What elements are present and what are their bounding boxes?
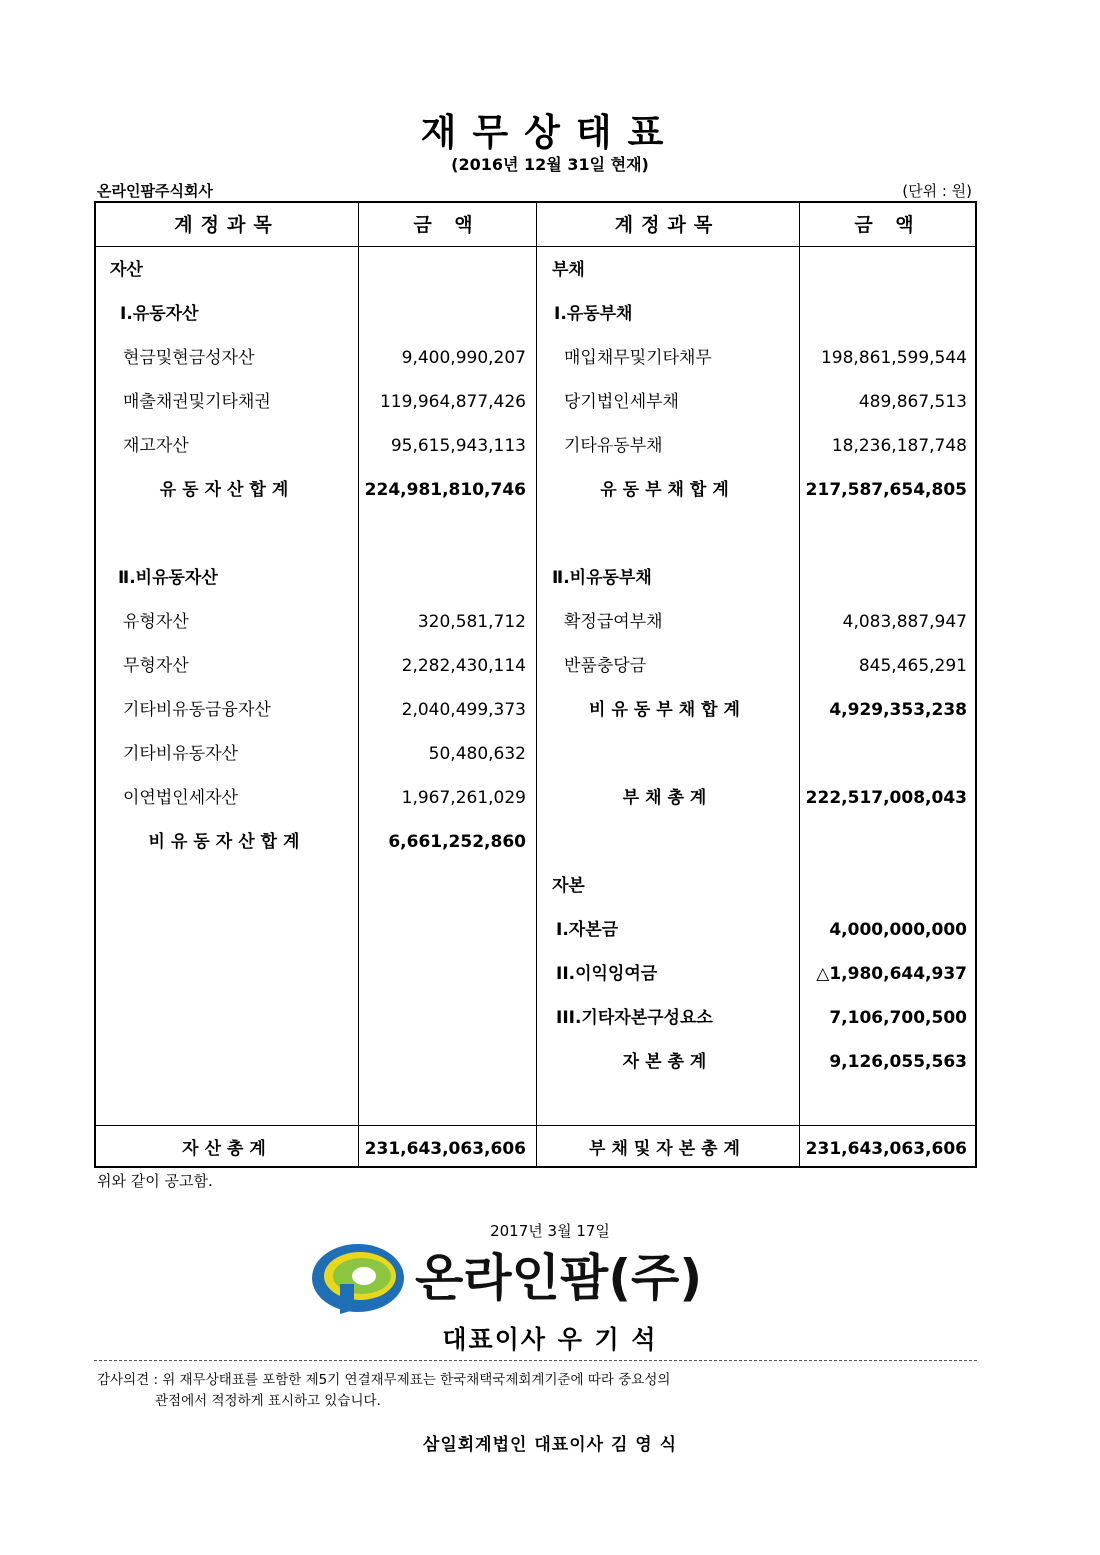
audit-opinion-line2: 관점에서 적정하게 표시하고 있습니다. [155,1393,381,1409]
asset-value: 119,964,877,426 [379,392,526,412]
liability-value: 845,465,291 [858,656,967,676]
company-logo [310,1240,770,1320]
equity-label: III.기타자본구성요소 [556,1008,713,1028]
notice-text: 위와 같이 공고함. [97,1172,213,1190]
equity-label: II.이익잉여금 [556,964,658,984]
asset-label: 이연법인세자산 [123,788,238,808]
assets-heading: 자산 [110,260,143,280]
publish-date: 2017년 3월 17일 [490,1222,610,1240]
current-liabilities-total-value: 217,587,654,805 [805,480,967,500]
total-assets-label: 자산총계 [182,1139,272,1159]
company-name: 온라인팜주식회사 [97,182,213,200]
column-divider [536,203,537,1166]
balance-sheet-table [94,201,977,1168]
asset-label: 유형자산 [123,612,189,632]
header-account-right: 계정과목 [614,214,721,236]
asset-value: 9,400,990,207 [401,348,526,368]
asset-label: 무형자산 [123,656,189,676]
liability-value: 4,083,887,947 [842,612,967,632]
liabilities-total-label: 부채총계 [622,788,713,808]
equity-total-value: 9,126,055,563 [829,1052,967,1072]
equity-heading: 자본 [552,876,585,896]
total-liab-equity-label: 부채및자본총계 [589,1139,746,1159]
equity-label: I.자본금 [556,920,619,940]
asset-value: 2,040,499,373 [401,700,526,720]
equity-total-label: 자본총계 [622,1052,713,1072]
equity-value: 4,000,000,000 [829,920,967,940]
liabilities-total-value: 222,517,008,043 [805,788,967,808]
noncurrent-assets-total-value: 6,661,252,860 [388,832,526,852]
page-title: 재무상태표 [420,111,680,154]
liability-label: 확정급여부채 [564,612,663,632]
asset-value: 320,581,712 [417,612,526,632]
liability-label: 반품충당금 [564,656,647,676]
equity-value: △1,980,644,937 [816,964,967,984]
noncurrent-liabilities-total-label: 비유동부채합계 [589,700,746,720]
report-date: (2016년 12월 31일 현재) [451,155,649,174]
logo-text: 온라인팜(주) [415,1249,703,1307]
liability-label: 기타유동부채 [564,436,663,456]
logo-hole-shape [352,1267,376,1285]
current-assets-total-value: 224,981,810,746 [364,480,526,500]
asset-value: 2,282,430,114 [401,656,526,676]
noncurrent-liabilities-heading: Ⅱ.비유동부채 [552,568,652,588]
noncurrent-assets-total-label: 비유동자산합계 [148,832,306,852]
logo-stem-shape [340,1284,354,1314]
asset-value: 1,967,261,029 [401,788,526,808]
asset-label: 현금및현금성자산 [123,348,255,368]
auditor-signature: 삼일회계법인 대표이사 김 영 식 [422,1435,678,1455]
total-liab-equity-value: 231,643,063,606 [805,1139,967,1159]
dotted-divider [94,1360,977,1361]
liability-label: 당기법인세부채 [564,392,679,412]
equity-value: 7,106,700,500 [829,1008,967,1028]
liabilities-heading: 부채 [552,260,585,280]
audit-opinion-line1: 감사의견 : 위 재무상태표를 포함한 제5기 연결재무제표는 한국채택국제회계기준에 따라 중요성의 [97,1372,671,1388]
current-liabilities-heading: Ⅰ.유동부채 [554,304,633,324]
total-divider [96,1125,975,1126]
noncurrent-liabilities-total-value: 4,929,353,238 [829,700,967,720]
asset-label: 기타비유동자산 [123,744,238,764]
liability-label: 매입채무및기타채무 [564,348,712,368]
header-amount-left: 금 액 [413,214,481,236]
liability-value: 489,867,513 [858,392,967,412]
liability-value: 198,861,599,544 [820,348,967,368]
current-assets-total-label: 유동자산합계 [159,480,295,500]
current-liabilities-total-label: 유동부채합계 [600,480,735,500]
asset-value: 95,615,943,113 [390,436,526,456]
asset-value: 50,480,632 [428,744,526,764]
asset-label: 매출채권및기타채권 [123,392,271,412]
asset-label: 재고자산 [123,436,189,456]
ceo-signature: 대표이사 우 기 석 [442,1325,658,1354]
header-account-left: 계정과목 [174,214,280,236]
unit-label: (단위 : 원) [902,182,972,200]
liability-value: 18,236,187,748 [831,436,967,456]
noncurrent-assets-heading: Ⅱ.비유동자산 [118,568,218,588]
header-amount-right: 금 액 [854,214,922,236]
asset-label: 기타비유동금융자산 [123,700,271,720]
current-assets-heading: Ⅰ.유동자산 [120,304,199,324]
total-assets-value: 231,643,063,606 [364,1139,526,1159]
